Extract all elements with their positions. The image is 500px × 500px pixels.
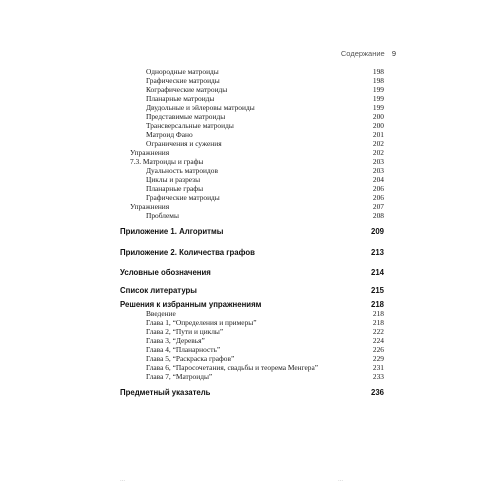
toc-entry-title: Проблемы — [146, 211, 179, 220]
toc-entry-page: 224 — [372, 336, 384, 345]
toc-entry-page: 222 — [372, 327, 384, 336]
footer-right: ... — [338, 477, 344, 483]
toc-entry-page: 206 — [372, 193, 384, 202]
toc-entry-page: 198 — [372, 67, 384, 76]
toc-entry — [146, 327, 384, 336]
toc-entry — [146, 103, 384, 112]
toc-entry-title: Глава 2, “Пути и циклы” — [146, 327, 224, 336]
toc-entry-title: Трансверсальные матроиды — [146, 121, 234, 130]
toc-entry-page: 203 — [372, 157, 384, 166]
toc-entry-page: 201 — [372, 130, 384, 139]
toc-entry-title: Графические матроиды — [146, 76, 220, 85]
running-header — [341, 49, 396, 58]
toc-entry-title: Циклы и разрезы — [146, 175, 201, 184]
toc-entry — [146, 112, 384, 121]
toc-entry-title: Однородные матроиды — [146, 67, 219, 76]
toc-entry-title: Двудольные и эйлеровы матроиды — [146, 103, 255, 112]
toc-entry-page: 204 — [372, 175, 384, 184]
toc-entry-page: 214 — [370, 268, 384, 277]
toc-entry-title: Графические матроиды — [146, 193, 220, 202]
toc-section — [120, 248, 384, 257]
toc-entry-page: 208 — [372, 211, 384, 220]
toc-entry-title: Решения к избранным упражнениям — [120, 300, 262, 309]
page-number: 9 — [391, 49, 396, 58]
toc-entry-title: Условные обозначения — [120, 268, 211, 277]
toc-entry-title: Кографические матроиды — [146, 85, 228, 94]
footer-left: ... — [120, 477, 126, 483]
toc-entry-title: Представимые матроиды — [146, 112, 226, 121]
toc-entry-page: 199 — [372, 103, 384, 112]
toc-entry — [146, 166, 384, 175]
toc-entry — [146, 130, 384, 139]
toc-entry-page: 218 — [370, 300, 384, 309]
toc-entry-title: 7.3. Матроиды и графы — [130, 157, 204, 166]
toc-entry-page: 215 — [370, 286, 384, 295]
toc-entry-page: 200 — [372, 121, 384, 130]
toc-entry-title: Матроид Фано — [146, 130, 193, 139]
toc-entry — [146, 184, 384, 193]
toc-entry — [146, 121, 384, 130]
toc-entry-title: Глава 4, “Планарность” — [146, 345, 221, 354]
toc-entry-title: Упражнения — [130, 148, 170, 157]
toc-entry-title: Ограничения и сужения — [146, 139, 222, 148]
toc-entry — [130, 202, 384, 211]
toc-entry-page: 199 — [372, 94, 384, 103]
toc-entry-title: Дуальность матроидов — [146, 166, 218, 175]
toc-entry-page: 209 — [370, 227, 384, 236]
toc-entry — [130, 148, 384, 157]
toc-entry-page: 226 — [372, 345, 384, 354]
toc-entry-page: 202 — [372, 139, 384, 148]
toc-entry-title: Введение — [146, 309, 176, 318]
toc-entry-page: 236 — [370, 388, 384, 397]
toc-entry — [146, 94, 384, 103]
toc-entry-page: 206 — [372, 184, 384, 193]
toc-entry-title: Глава 6, “Паросочетания, свадьбы и теорема Менгера” — [146, 363, 319, 372]
toc-entry — [146, 336, 384, 345]
toc-entry-page: 213 — [370, 248, 384, 257]
toc-entry — [146, 76, 384, 85]
toc-entry-title: Планарные графы — [146, 184, 204, 193]
toc-entry-title: Глава 1, “Определения и примеры” — [146, 318, 257, 327]
toc-entry — [146, 139, 384, 148]
toc-entry-title: Глава 3, “Деревья” — [146, 336, 205, 345]
toc-entry — [146, 372, 384, 381]
toc-entry — [146, 85, 384, 94]
toc-entry — [146, 318, 384, 327]
toc-section — [120, 286, 384, 295]
toc-section — [120, 388, 384, 397]
toc-entry — [146, 345, 384, 354]
toc-entry-page: 218 — [372, 309, 384, 318]
toc-entry — [146, 363, 384, 372]
toc-entry-page: 218 — [372, 318, 384, 327]
toc-entry-title: Упражнения — [130, 202, 170, 211]
toc-entry-page: 231 — [372, 363, 384, 372]
toc-entry — [146, 211, 384, 220]
toc-entry-page: 203 — [372, 166, 384, 175]
toc-entry-title: Приложение 1. Алгоритмы — [120, 227, 224, 236]
toc-entry-page: 229 — [372, 354, 384, 363]
toc-section — [120, 227, 384, 236]
toc-entry-page: 207 — [372, 202, 384, 211]
toc-entry-title: Предметный указатель — [120, 388, 211, 397]
toc-entry — [146, 309, 384, 318]
toc-entry-page: 202 — [372, 148, 384, 157]
toc-entry-title: Глава 5, “Раскраска графов” — [146, 354, 235, 363]
toc-entry-page: 233 — [372, 372, 384, 381]
running-header-title: Содержание — [340, 49, 385, 58]
toc-entry-page: 199 — [372, 85, 384, 94]
toc-entry-page: 198 — [372, 76, 384, 85]
toc-entry — [130, 157, 384, 166]
toc-entry-title: Планарные матроиды — [146, 94, 215, 103]
toc-entry-page: 200 — [372, 112, 384, 121]
toc-entry — [146, 175, 384, 184]
toc-entry-title: Глава 7, “Матроиды” — [146, 372, 213, 381]
toc-entry-title: Приложение 2. Количества графов — [120, 248, 255, 257]
toc-section — [120, 300, 384, 309]
toc-entry — [146, 67, 384, 76]
toc-entry — [146, 354, 384, 363]
toc-section — [120, 268, 384, 277]
toc-entry — [146, 193, 384, 202]
toc-entry-title: Список литературы — [120, 286, 197, 295]
